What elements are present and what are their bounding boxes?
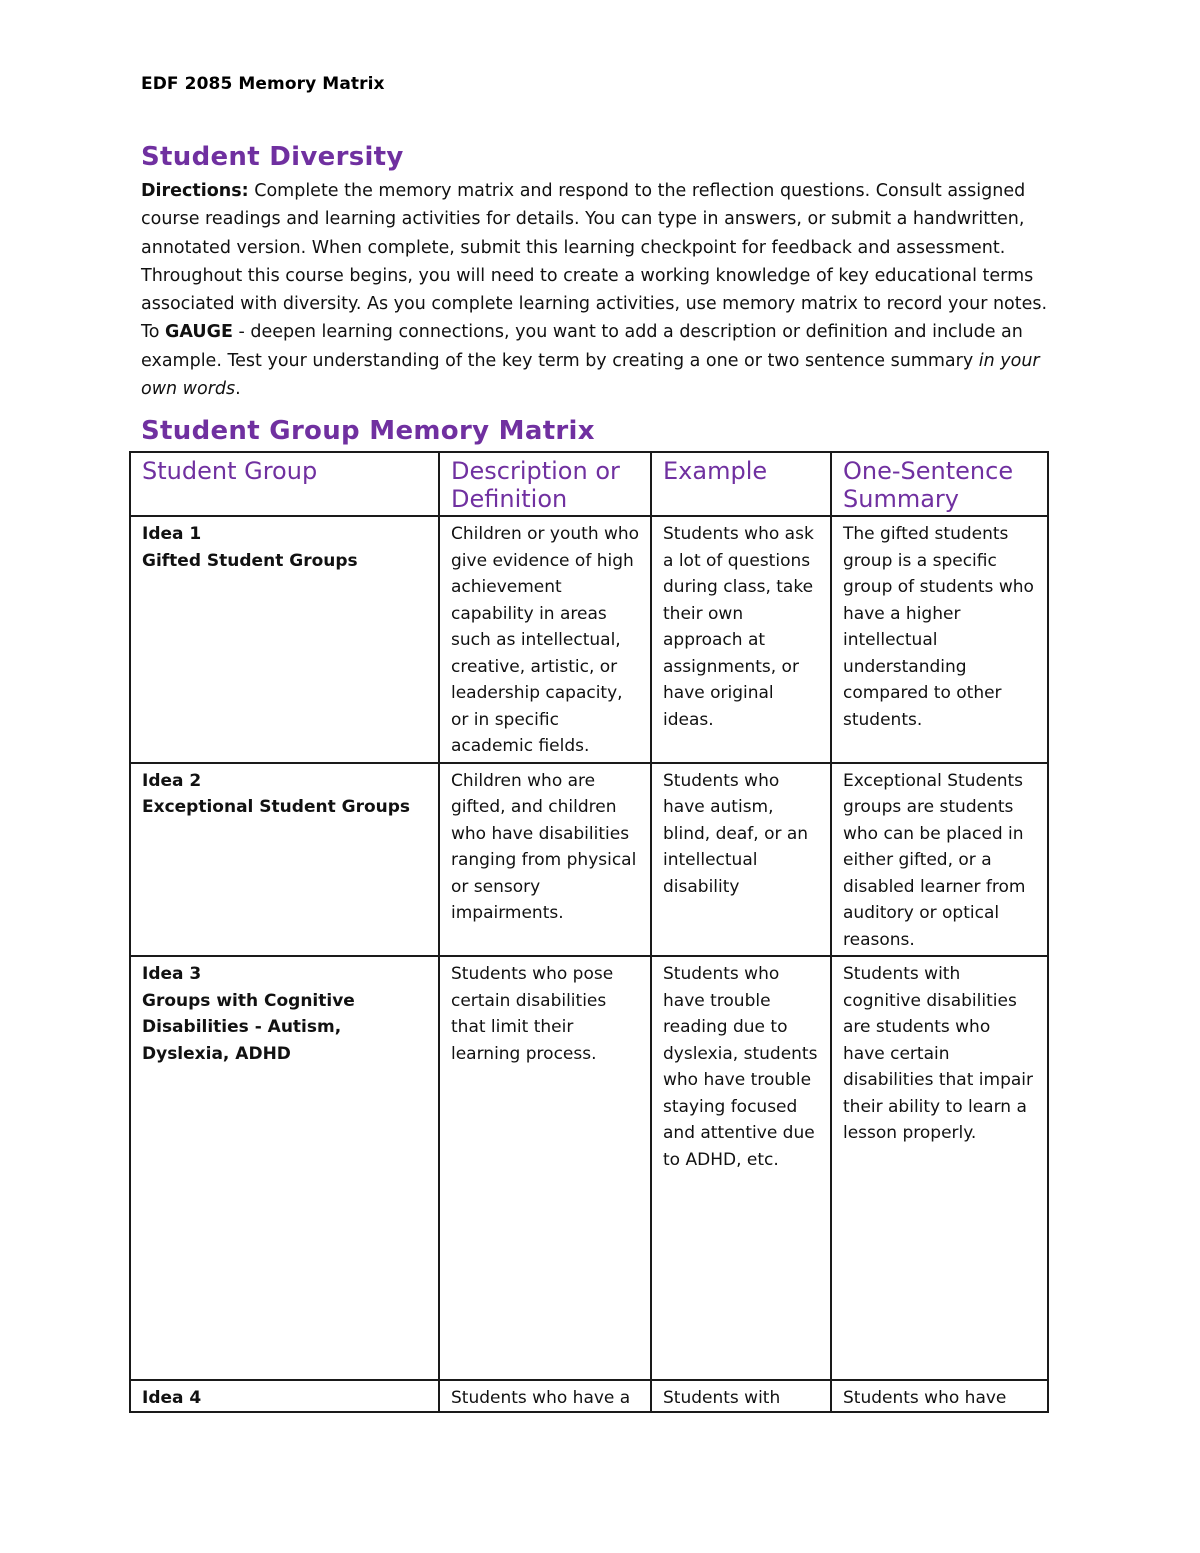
description-cell: Children or youth who give evidence of high achievement capability in areas such as intellectual, creative, artistic, or leadership capacity, or in specific academic fields. xyxy=(439,516,651,763)
student-group-cell xyxy=(130,956,439,1380)
example-cell: Students who have trouble reading due to dyslexia, students who have trouble staying focused and attentive due to ADHD, etc. xyxy=(651,956,831,1380)
example-cell xyxy=(651,1380,831,1412)
column-header-description: Description or Definition xyxy=(439,452,651,516)
description-cell xyxy=(439,1380,651,1412)
idea-group-name: Exceptional Student Groups xyxy=(142,797,411,817)
directions-text-2: - deepen learning connections, you want to add a description or definition and include an example. Test your understanding of the key term by creating a one or two sentence summary xyxy=(141,322,1023,371)
directions-paragraph xyxy=(141,177,1056,403)
description-cell: Students who pose certain disabilities that limit their learning process. xyxy=(439,956,651,1380)
directions-text-1: Complete the memory matrix and respond to the reflection questions. Consult assigned course readings and learning activities for details. You can type in answers, or submit a handwritten, annotated version. When complete, submit this learning checkpoint for feedback and assessment. Throughout this course begins, you will need to create a working knowledge of key educational terms associated with diversity. As you complete learning activities, use memory matrix to record your notes. To xyxy=(141,181,1048,343)
section-title: Student Diversity xyxy=(141,142,404,172)
table-row xyxy=(130,956,1048,1380)
table-row xyxy=(130,516,1048,763)
memory-matrix-table xyxy=(129,451,1049,1413)
matrix-title: Student Group Memory Matrix xyxy=(141,416,595,446)
summary-cell: Students with cognitive disabilities are students who have certain disabilities that impair their ability to learn a lesson properly. xyxy=(831,956,1048,1380)
summary-cell: Exceptional Students groups are students who can be placed in either gifted, or a disabled learner from auditory or optical reasons. xyxy=(831,763,1048,957)
column-header-summary: One-Sentence Summary xyxy=(831,452,1048,516)
student-group-cell xyxy=(130,763,439,957)
idea-number: Idea 4 xyxy=(142,1388,202,1408)
table-row xyxy=(130,763,1048,957)
directions-italic: in your own words xyxy=(141,350,1040,400)
column-header-student-group: Student Group xyxy=(130,452,439,516)
description-cell: Children who are gifted, and children who have disabilities ranging from physical or sensory impairments. xyxy=(439,763,651,957)
student-group-cell xyxy=(130,1380,439,1412)
table-header-row xyxy=(130,452,1048,516)
document-header: EDF 2085 Memory Matrix xyxy=(141,74,385,94)
gauge-label: GAUGE xyxy=(165,322,233,343)
student-group-cell xyxy=(130,516,439,763)
column-header-example: Example xyxy=(651,452,831,516)
idea-number: Idea 2 xyxy=(142,770,202,791)
summary-cell xyxy=(831,1380,1048,1412)
table-row xyxy=(130,1380,1048,1412)
example-text: Students with xyxy=(663,1388,781,1408)
idea-number: Idea 1 xyxy=(142,524,202,544)
idea-number: Idea 3 xyxy=(142,964,202,984)
summary-text: Students who have xyxy=(843,1388,1007,1408)
summary-cell: The gifted students group is a specific group of students who have a higher intellectual understanding compared to other students. xyxy=(831,516,1048,763)
directions-label: Directions: xyxy=(141,181,249,201)
idea-group-name: Gifted Student Groups xyxy=(142,550,358,571)
directions-end: . xyxy=(235,379,241,400)
example-cell: Students who ask a lot of questions during class, take their own approach at assignments, or have original ideas. xyxy=(651,516,831,763)
idea-group-name: Groups with Cognitive Disabilities - Autism, Dyslexia, ADHD xyxy=(142,990,355,1064)
example-cell: Students who have autism, blind, deaf, or an intellectual disability xyxy=(651,763,831,957)
description-text: Students who have a xyxy=(451,1388,631,1408)
